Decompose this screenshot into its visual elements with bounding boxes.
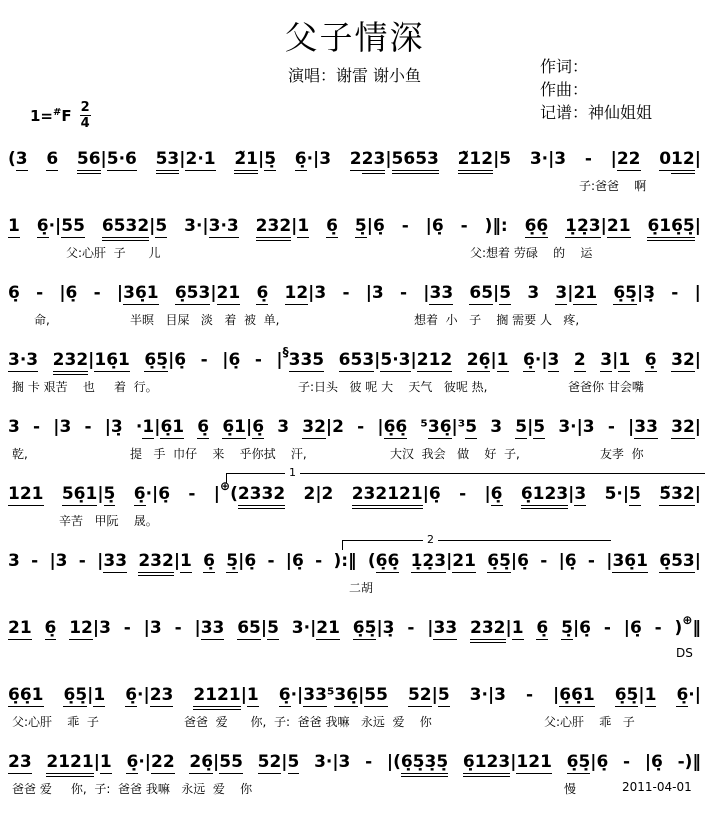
- notes-row-3: 6̣ - |6̣ - |36̣1 6̣53|21 6̣ 12|3 - |3 - |33 65|5 3 3|21 6̣5̣|3̣ - |: [8, 283, 701, 303]
- credits: [540, 55, 652, 124]
- volta-number: 1: [285, 466, 300, 479]
- lyric-segment: 爸爸你 甘会嘴: [568, 380, 644, 394]
- music-line-2: [4, 199, 705, 266]
- erhu-label: 二胡: [349, 581, 374, 595]
- lyric-segment: 爸爸 爱 你, 子: 爸爸 我嘛 永远 爱 你: [12, 782, 253, 796]
- meter-numerator: 2: [80, 100, 90, 115]
- credit-composer: 作曲：: [540, 80, 589, 99]
- notes-row-10: 23 2121|1 6̣·|22 26̣|55 52|5 3·|3 - |(6̣5̣3̣5̣ 6̣123|121 6̣5̣|6̣ - |6̣ -)‖: [4, 735, 705, 772]
- lyric-segment: 子:日头 彼 呢 大 天气 彼呢 热,: [298, 380, 488, 394]
- notes-row-7: 3 - |3 - |33 232|1 6̣ 5̣|6̣ - |6̣ - ):‖ (6̣6̣ 1̣2̣3|21 6̣5̣|6̣ - |6̣ - |36̣1 6̣53|: [4, 534, 705, 571]
- volta-bracket-1: [226, 466, 705, 483]
- key-prefix: 1=: [30, 107, 54, 125]
- notes-row-4: 3·3 232|16̣1 6̣5̣|6̣ - |6̣ - |§335 653|5·3|212 26̣|1 6̣·|3 2 3|1 6̣ 32|: [4, 333, 705, 370]
- lyric-segment: 大汉 我会 做 好 子,: [390, 447, 520, 461]
- music-line-9: [4, 668, 705, 735]
- volta-bracket-2: [342, 533, 611, 550]
- lyric-segment: 辛苦 甲阮 晟。: [59, 514, 158, 528]
- music-line-10: [4, 735, 705, 802]
- lyric-segment: 想着 小 子 搁 需要 人 疼,: [414, 313, 580, 327]
- music-line-1: [4, 132, 705, 199]
- music-line-3: [4, 266, 705, 333]
- lyric-segment: 乾,: [12, 447, 28, 461]
- lyric-segment: 搁 卡 艰苦 也 着 行。: [12, 380, 158, 394]
- performers: 演唱：谢雷 谢小鱼: [287, 66, 422, 85]
- notes-row-8: 21 6̣ 12|3 - |3 - |33 65|5 3·|21 6̣5̣|3̣ - |33 232|1 6̣ 5̣|6̣ - |6̣ - )⊕‖: [4, 601, 705, 638]
- music-line-4: [4, 333, 705, 400]
- music-line-8: [4, 601, 705, 668]
- ds-label: DS: [676, 646, 693, 660]
- lyric-segment: 提 手 巾仔 来 乎你拭 汗,: [130, 447, 307, 461]
- notes-row-1: (3 6 56|5·6 53|2·1 2̃1|5̣ 6̣·|3 223|5653 2̃12|5 3·|3 - |22 012|: [4, 132, 705, 169]
- music-line-6: [4, 467, 705, 534]
- credit-transcriber: 记谱：神仙姐姐: [540, 103, 653, 122]
- lyric-segment: 父:想着 劳碌 的 运: [470, 246, 593, 260]
- song-title: 父子情深: [284, 18, 425, 57]
- score: [0, 132, 709, 802]
- credit-lyricist: 作词：: [540, 57, 589, 76]
- header: [0, 0, 709, 132]
- lyric-segment: 子:爸爸 啊: [579, 179, 647, 193]
- lyric-segment: 友孝 你: [600, 447, 644, 461]
- lyric-segment: 半暝 目屎 淡 着 被 单,: [130, 313, 280, 327]
- lyric-segment: 命,: [34, 313, 50, 327]
- lyric-segment: 父:心肝 乖 子: [12, 715, 99, 729]
- notes-row-6: 121 56̣1|5̣ 6̣·|6̣ - |⊕(2332 2|2 232121|6̣ - |6̣ 6̣123|3 5·|5 5̃32|: [4, 467, 705, 504]
- lyric-segment: 父:心肝 子 儿: [66, 246, 161, 260]
- tempo-label: 慢: [564, 782, 577, 796]
- key-tonic: F: [61, 107, 72, 125]
- notes-row-9: 6̣6̣1 6̣5̣|1 6̣·|23 2121|1 6̣·|33⁵36̣|55 52|5 3·|3 - |6̣6̣1 6̣5̣|1 6̣·|: [4, 668, 705, 705]
- lyric-segment: 父:心肝 乖 子: [544, 715, 635, 729]
- notes-row-5: 3 - |3 - |3̣ ·1|6̣1 6̣ 6̣1|6̣ 3 32|2 - |6̣6̣ ⁵36̣|³5 3 5|5 3·|3 - |33 32|: [8, 417, 701, 437]
- key-signature: [30, 102, 91, 131]
- meter-denominator: 4: [80, 116, 90, 131]
- music-line-5: [4, 400, 705, 467]
- time-signature: [80, 101, 91, 130]
- date-label: 2011-04-01: [622, 780, 692, 794]
- lyric-segment: 爸爸 爱 你, 子: 爸爸 我嘛 永远 爱 你: [184, 715, 432, 729]
- music-line-7: [4, 534, 705, 601]
- volta-number: 2: [423, 533, 438, 546]
- notes-row-2: 1 6̣·|55 6532|5 3·|3·3 232|1 6̣ 5̣|6̣ - |6̣ - )‖: 6̣6̣ 1̣2̣3|21 6̣16̣5̣|: [4, 199, 705, 236]
- sharp-icon: #: [53, 107, 62, 118]
